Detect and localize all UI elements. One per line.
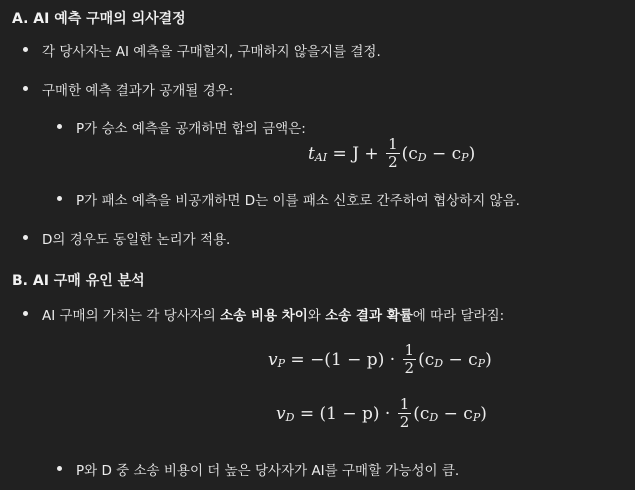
section-a-sub-bullet-1: P가 승소 예측을 공개하면 합의 금액은: [76, 121, 306, 137]
eq1-lhs-sub: AI [314, 151, 328, 164]
eq3-lhs: v [276, 403, 286, 424]
eq2-fraction [403, 342, 417, 377]
eq2-rhs-open: (c [418, 349, 435, 370]
eq3-fraction [398, 396, 412, 431]
section-a-bullet-2: 구매한 예측 결과가 공개될 경우: [42, 83, 234, 99]
eq1-mid: = J + [327, 143, 385, 164]
eq2-close: ) [485, 349, 492, 370]
equation-t-ai [308, 136, 475, 171]
eq3-rhs-minus: − c [438, 403, 473, 424]
equation-v-d [276, 396, 487, 431]
section-b-bullet-1-mid: 와 [307, 308, 326, 324]
bullet-dot [23, 86, 28, 91]
eq2-rhs-minus: − c [443, 349, 478, 370]
section-b-bullet-1-post: 에 따라 달라짐: [412, 308, 505, 324]
sub-bullet-dot [57, 124, 62, 129]
section-a-sub-bullet-2: P가 패소 예측을 비공개하면 D는 이를 패소 신호로 간주하여 협상하지 않음. [76, 193, 520, 209]
eq1-rhs-sub2: P [461, 151, 469, 164]
section-a-bullet-1: 각 당사자는 AI 예측을 구매할지, 구매하지 않을지를 결정. [42, 44, 381, 60]
section-b-bullet-1 [42, 304, 504, 324]
eq1-fraction [386, 136, 400, 171]
eq1-rhs-minus: − c [426, 143, 462, 164]
eq3-rhs-sub1: D [429, 411, 439, 424]
bullet-dot [23, 235, 28, 240]
eq1-rhs-sub1: D [417, 151, 427, 164]
bullet-dot [23, 311, 28, 316]
eq3-mid: = (1 − p) · [294, 403, 396, 424]
eq3-numerator: 1 [399, 395, 410, 413]
eq2-denominator: 2 [404, 359, 415, 377]
eq3-rhs-open: (c [413, 403, 430, 424]
section-b-sub-bullet-1: P와 D 중 소송 비용이 더 높은 당사자가 AI를 구매할 가능성이 큼. [76, 463, 460, 479]
section-b-bold-outcome-probability: 소송 결과 확률 [325, 308, 413, 324]
eq2-lhs-sub: P [277, 357, 286, 370]
eq2-rhs-sub1: D [434, 357, 444, 370]
eq3-denominator: 2 [399, 413, 410, 431]
bullet-dot [23, 47, 28, 52]
eq3-lhs-sub: D [285, 411, 295, 424]
eq2-numerator: 1 [404, 341, 415, 359]
section-b-bold-cost-difference: 소송 비용 차이 [220, 308, 308, 324]
eq1-lhs: t [308, 143, 315, 164]
section-a-heading: A. AI 예측 구매의 의사결정 [12, 11, 186, 27]
eq1-rhs-open: (c [401, 143, 418, 164]
eq2-rhs-sub2: P [477, 357, 486, 370]
eq3-close: ) [480, 403, 487, 424]
eq3-rhs-sub2: P [472, 411, 481, 424]
sub-bullet-dot [57, 196, 62, 201]
eq2-mid: = −(1 − p) · [285, 349, 401, 370]
eq1-denominator: 2 [388, 153, 398, 171]
section-b-heading: B. AI 구매 유인 분석 [12, 273, 145, 289]
equation-v-p [268, 342, 492, 377]
section-b-bullet-1-pre: AI 구매의 가치는 각 당사자의 [42, 308, 221, 324]
eq2-lhs: v [268, 349, 278, 370]
eq1-close: ) [468, 143, 476, 164]
section-a-bullet-3: D의 경우도 동일한 논리가 적용. [42, 232, 231, 248]
eq1-numerator: 1 [388, 135, 398, 153]
sub-bullet-dot [57, 466, 62, 471]
